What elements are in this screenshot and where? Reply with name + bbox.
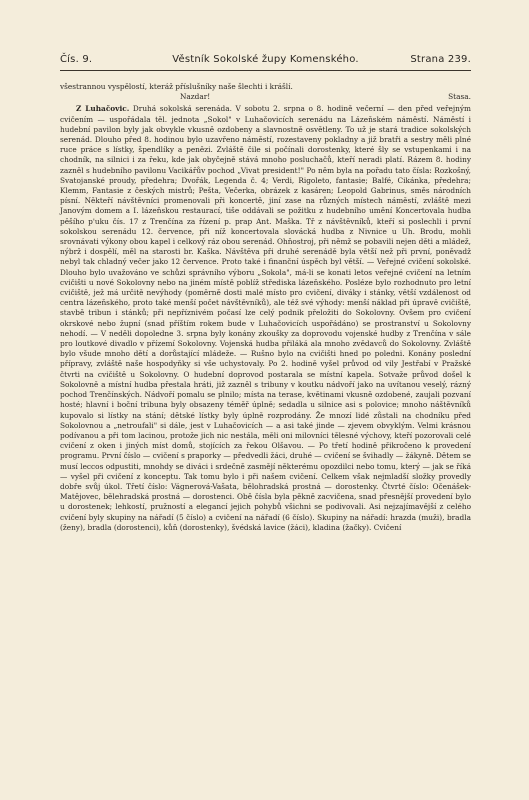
publication-title: Věstník Sokolské župy Komenského.: [172, 54, 359, 65]
issue-number: Čís. 9.: [60, 54, 93, 65]
article-body: [60, 82, 471, 533]
intro-line: všestrannou vyspělostí, kteráž příslušníky naše šlechti i krášlí.: [60, 82, 293, 91]
page-header: [60, 54, 471, 70]
article-title: Z Luhačovic.: [76, 104, 130, 114]
article-paragraph: [60, 104, 471, 533]
header-rule: [60, 70, 471, 71]
article-text: Druhá sokolská serenáda. V sobotu 2. srpna o 8. hodině večerní — den před veřejným cvičením — uspořádala těl. jednota „Sokol" v Luhačovicích serenádu na Lázeňském náměstí. Náměstí i hudební pavilon byly jak obvykle vkusně ozdobeny a slavnostně osvětleny. To už je stará tradice sokolských serenád. Dlouho před 8. hodinou bylo uzavřeno náměstí, rozestaveny pokladny a již bratři a sestry měli plné ruce práce s lístky, špendlíky a penězi. Zvláště čile si počínali dorostenky, které šly se vstupenkami i na chodník, na silnici i za řeku, kde jak obyčejně stává mnoho posluchačů, kteří neradi platí. Rázem 8. hodiny zazněl s hudebního pavilonu Vacikářův pochod „Vivat president!" Po něm byla na pořadu tato čísla: Rozkošný, Svatojanské proudy, předehra; Dvořák, Legenda č. 4; Verdi, Rigoleto, fantasie; Balfé, Cikánka, předehra; Klemm, Fantasie z českých mistrů; Pešta, Večerka, obrázek z kasáren; Leopold Gabrinus, směs národních písní. Někteří návštěvníci promenovali při koncertě, jiní zase na různých místech náměstí, zvláště mezi Janovým domem a I. lázeňskou restaurací, tiše oddávali se požitku z hudebního umění Koncertovala hudba pěšího p'uku čís. 17 z Trenčína za řízení p. prap Ant. Maška. Tř z návštěvníků, kteří si poslechli i první sokolskou serenádu 12. července, při níž koncertovala slovácká hudba z Nivnice u Uh. Brodu, mohli srovnávati výkony obou kapel i celkový ráz obou serenád. Ohňostroj, při němž se pobavili nejen děti a mládež, nýbrž i dospělí, měl na starosti br. Kaška. Návštěva při druhé serenádě byla větší než při první, poněvadž nebyl tak chladný večer jako 12 července. Proto také i finanční úspěch byl větší. — Veřejné cvičení sokolské. Dlouho bylo uvažováno ve schůzi správního výboru „Sokola", má-li se konati letos veřejné cvičení na letním cvičišti u nové Sokolovny nebo na jiném místě poblíž střediska lázeňského. Posléze bylo rozhodnuto pro letní cvičiště, jež má určitě nevýhody (poměrně dosti malé místo pro cvičení, diváky i stánky, větší vzdálenost od centra lázeňského, proto také menší počet návštěvníků), ale též své výhody: menší náklad při úpravě cvičiště, stavbě tribun i stánků; při nepříznivém počasí lze celý podnik přeložiti do Sokolovny. Ovšem pro cvičení okrskové nebo župní (snad příštím rokem bude v Luhačovicích uspořádáno) se prostranství u Sokolovny nehodí. — V neděli dopoledne 3. srpna byly konány zkoušky za doprovodu vojenské hudby z Trenčína v sále pro loutkové divadlo v přízemí Sokolovny. Vojenská hudba přiláká ala mnoho zvědavců do Sokolovny. Zvláště bylo všude mnoho dětí a dorůstající mládeže. — Rušno bylo na cvičišti hned po poledni. Konány poslední přípravy, zvláště naše hospodyňky si vše uchystovaly. Po 2. hodině vyšel průvod od vily Jestřabí v Pražské čtvrti na cvičiště u Sokolovny. O hudební doprovod postarala se místní kapela. Sotvaže průvod došel k Sokolovně a místní hudba přestala hráti, již zazněl s tribuny v koutku nádvoří jako na uvítanou veselý, rázný pochod Trenčínských. Nádvoří pomalu se plnilo; místa na terase, květinami vkusně ozdobené, zaujali pozvaní hosté; hlavní i boční tribuna byly obsazeny téměř úplně; sedadla u silnice asi s polovice; mnoho náštěvníků kupovalo si lístky na stání; dětské lístky byly úplně rozprodány. Že mnozí lidé zůstali na chodníku před Sokolovnou a „netroufali" si dále, jest v Luhačovicích — a asi také jinde — zjevem obvyklým. Velmi krásnou podívanou a při tom lacinou, protože jich nic nestála, měli oni milovníci tělesné výchovy, kteří pozorovali celé cvičení z oken i jiných míst domů, stojících za řekou Olšavou. — Po třetí hodině přikročeno k provedení programu. První číslo — cvičení s praporky — předvedli žáci, druhé — cvičení se švihadly — žákyně. Dětem se musí leccos odpustiti, mnohdy se diváci i srdečně zasmějí některému opozdilci nebo tomu, který — jak se říká — vyšel při cvičení z konceptu. Tak tomu bylo i při našem cvičení. Celkem však nejmladší složky provedly dobře svůj úkol. Třetí číslo: Vágnerová-Vašata, bělohradská prostná — dorostenky. Čtvrté číslo: Očenášek-Matějovec, bělehradská prostná — dorostenci. Obě čísla byla pěkně zacvičena, snad přesnější provedení bylo u dorostenek; lehkostí, pružností a elegancí jejich pohybů všichni se podivovali. Asi nejzajímavější z celého cvičení byly skupiny na nářadí (5 číslo) a cvičení na nářadí (6 číslo). Skupiny na nářadí: hrazda (muži), bradla (ženy), bradla (dorostenci), kůň (dorostenky), švédská lavice (žáci), kladina (žačky). Cvičení: [60, 104, 471, 532]
signature: Stasa.: [448, 92, 471, 102]
closing-line: [60, 92, 471, 102]
page-number: Strana 239.: [410, 54, 471, 65]
greeting: Nazdar!: [180, 92, 211, 102]
